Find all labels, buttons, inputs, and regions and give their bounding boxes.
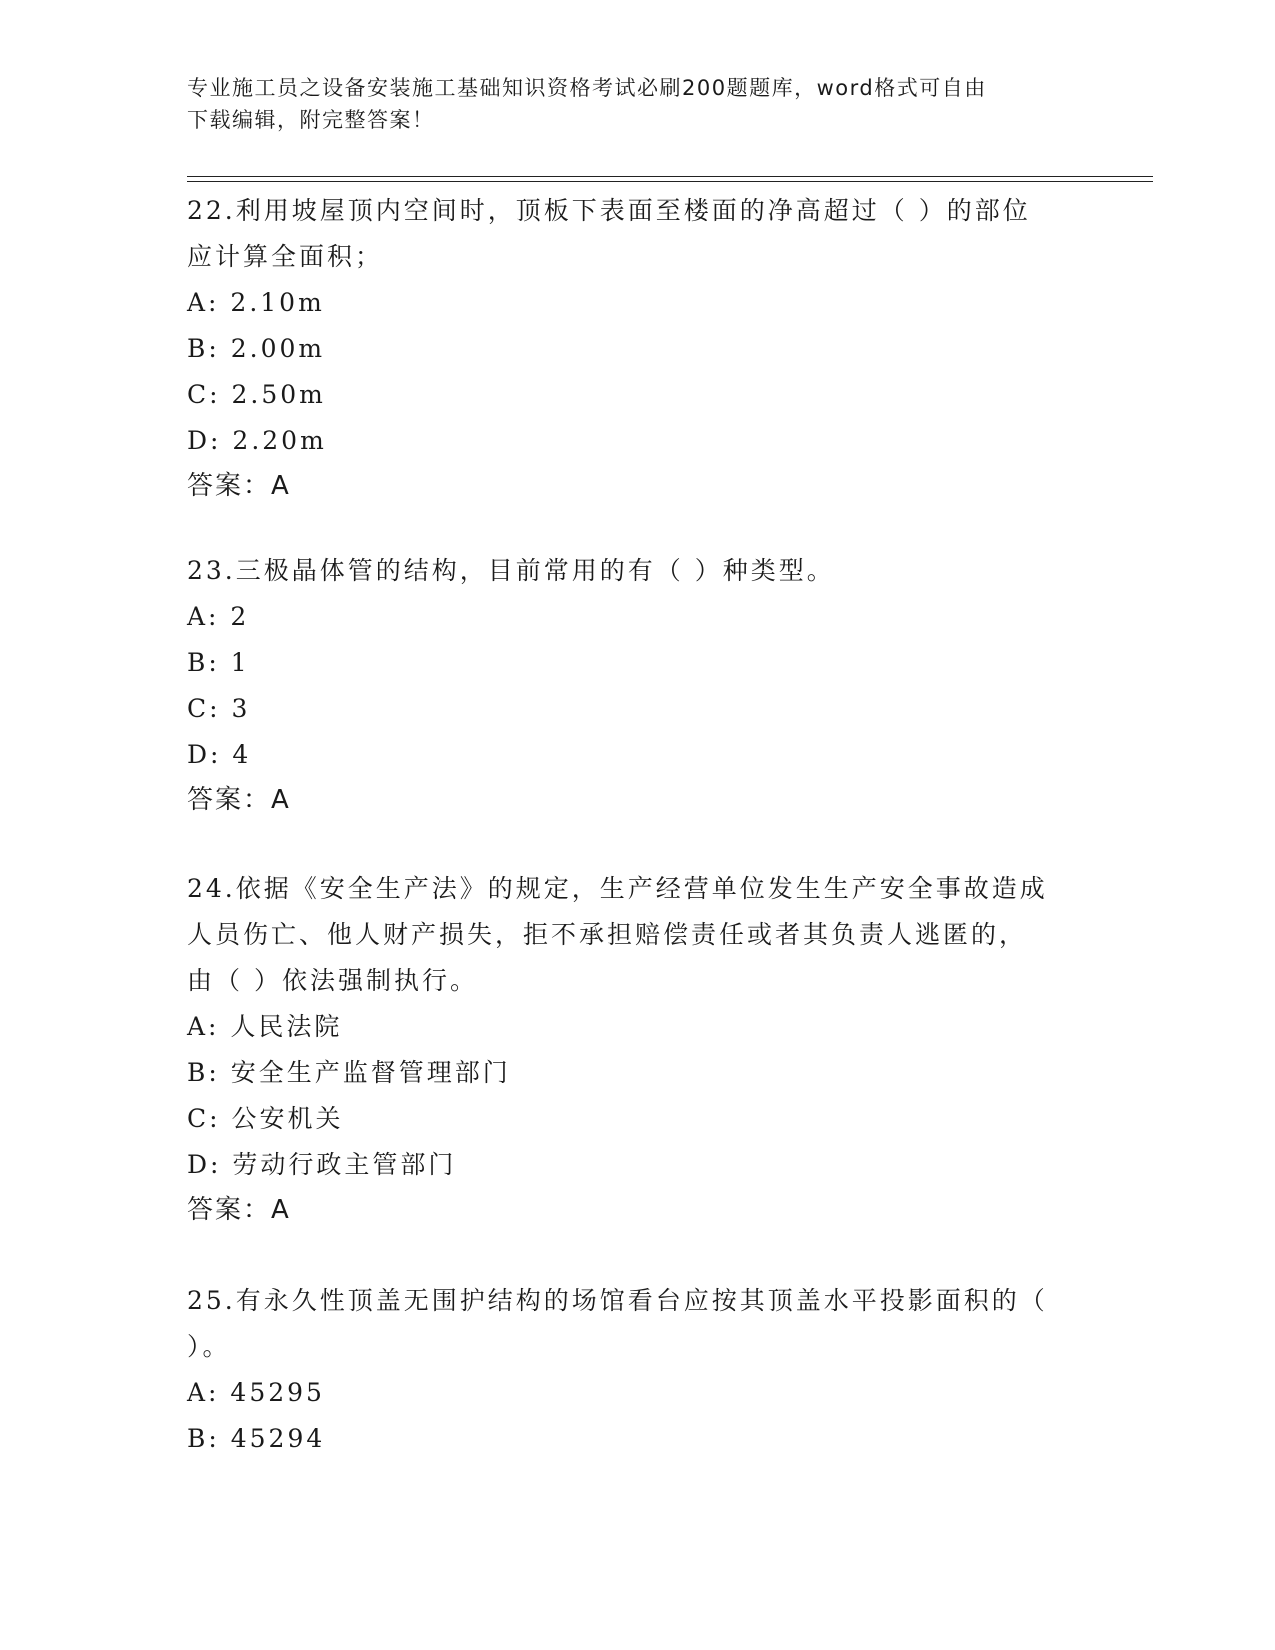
option-a: A: 2 bbox=[187, 602, 250, 631]
header-divider-bottom bbox=[187, 181, 1153, 182]
answer: 答案：A bbox=[187, 785, 291, 815]
question-24 bbox=[187, 866, 1067, 1232]
option-c: C: 公安机关 bbox=[187, 1104, 344, 1133]
intro-line-2: 下载编辑，附完整答案！ bbox=[187, 108, 435, 132]
option-b: B: 1 bbox=[187, 648, 250, 677]
option-a: A: 2.10m bbox=[187, 288, 325, 317]
document-intro bbox=[187, 72, 1067, 136]
question-text: 23.三极晶体管的结构，目前常用的有（ ）种类型。 bbox=[187, 556, 835, 585]
option-c: C: 2.50m bbox=[187, 380, 326, 409]
question-23 bbox=[187, 548, 1067, 822]
option-d: D: 2.20m bbox=[187, 426, 327, 455]
option-b: B: 2.00m bbox=[187, 334, 326, 363]
question-text: 24.依据《安全生产法》的规定，生产经营单位发生生产安全事故造成 bbox=[187, 874, 1048, 903]
question-text-cont-2: 由（ ）依法强制执行。 bbox=[187, 966, 478, 995]
header-divider-top bbox=[187, 176, 1153, 177]
question-text-cont: ）。 bbox=[187, 1332, 231, 1361]
intro-line-1: 专业施工员之设备安装施工基础知识资格考试必刷200题题库，word格式可自由 bbox=[187, 76, 987, 100]
option-d: D: 4 bbox=[187, 740, 252, 769]
question-text: 25.有永久性顶盖无围护结构的场馆看台应按其顶盖水平投影面积的（ bbox=[187, 1286, 1048, 1315]
option-b: B: 安全生产监督管理部门 bbox=[187, 1058, 511, 1087]
option-b: B: 45294 bbox=[187, 1424, 326, 1453]
option-a: A: 45295 bbox=[187, 1378, 325, 1407]
question-text: 22.利用坡屋顶内空间时，顶板下表面至楼面的净高超过（ ）的部位 bbox=[187, 196, 1031, 225]
question-text-cont: 应计算全面积； bbox=[187, 242, 384, 271]
option-d: D: 劳动行政主管部门 bbox=[187, 1150, 457, 1179]
question-22 bbox=[187, 188, 1067, 508]
question-text-cont: 人员伤亡、他人财产损失，拒不承担赔偿责任或者其负责人逃匿的， bbox=[187, 920, 1028, 949]
option-a: A: 人民法院 bbox=[187, 1012, 343, 1041]
question-25 bbox=[187, 1278, 1067, 1462]
answer: 答案：A bbox=[187, 471, 291, 501]
answer: 答案：A bbox=[187, 1195, 291, 1225]
option-c: C: 3 bbox=[187, 694, 251, 723]
